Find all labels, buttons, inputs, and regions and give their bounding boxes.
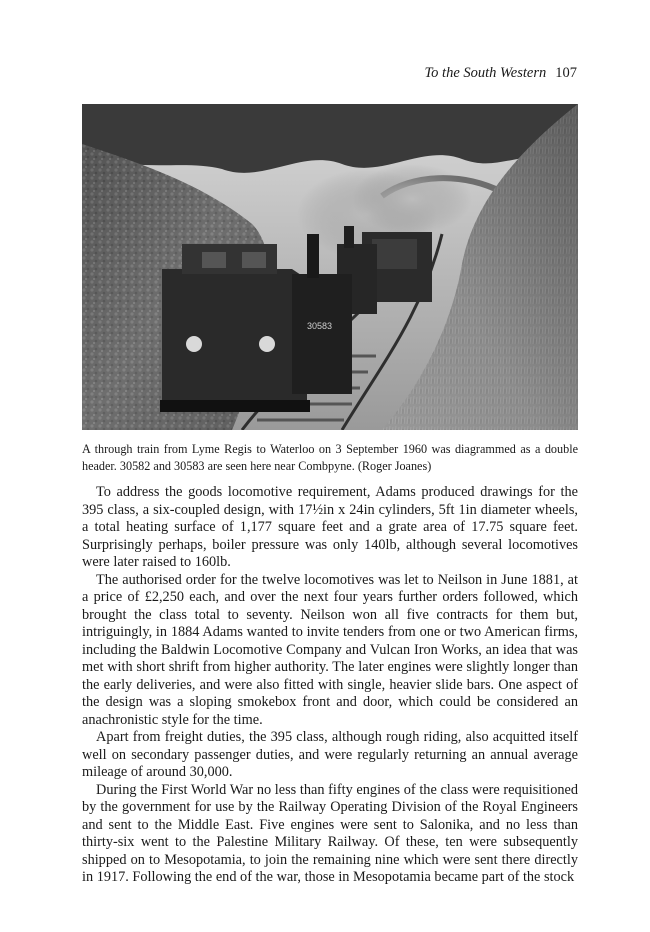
- photograph-steam-locomotives: [82, 104, 578, 430]
- paragraph-2: The authorised order for the twelve locomotives was let to Neilson in June 1881, at a price of £2,250 each, and over the next four years further orders followed, which brought the class total to seventy. Neilson won all five contracts for them but, intriguingly, in 1884 Adams wanted to invite tenders from one or two American firms, including the Baldwin Locomotive Company and Vulcan Iron Works, an idea that was met with short shrift from higher authority. The later engines were slightly longer than the early deliveries, and were also fitted with single, heavier slide bars. One aspect of the design was a sloping smokebox front and door, which could be considered an anachronistic style for the time.: [82, 571, 578, 728]
- paragraph-4: During the First World War no less than fifty engines of the class were requisitioned by the government for use by the Railway Operating Division of the Royal Engineers and sent to the Middle East. Five engines were sent to Salonika, and no less than thirty-six went to the Palestine Military Railway. Of these, ten were subsequently shipped on to Mesopotamia, to join the remaining nine which were sent there directly in 1917. Following the end of the war, those in Mesopotamia became part of the stock: [82, 781, 578, 885]
- figure-caption: A through train from Lyme Regis to Waterloo on 3 September 1960 was diagrammed as a double header. 30582 and 30583 are seen here near Combpyne. (Roger Joanes): [82, 442, 578, 473]
- photo-illustration: [82, 104, 578, 430]
- locomotive-number-plate: 30583: [307, 321, 333, 331]
- paragraph-3: Apart from freight duties, the 395 class, although rough riding, also acquitted itself well on secondary passenger duties, and were regularly returning an annual average mileage of around 30,000.: [82, 729, 578, 780]
- page-number: 107: [555, 65, 577, 81]
- running-head: [424, 64, 577, 82]
- paragraph-1: To address the goods locomotive requirement, Adams produced drawings for the 395 class, a six-coupled design, with 17½in x 24in cylinders, 5ft 1in diameter wheels, a total heating surface of 1,177 square feet and a grate area of 17.75 square feet. Surprisingly perhaps, boiler pressure was only 140lb, although several locomotives were later raised to 160lb.: [82, 484, 578, 570]
- body-text: [82, 484, 578, 887]
- running-head-title: To the South Western: [424, 65, 547, 81]
